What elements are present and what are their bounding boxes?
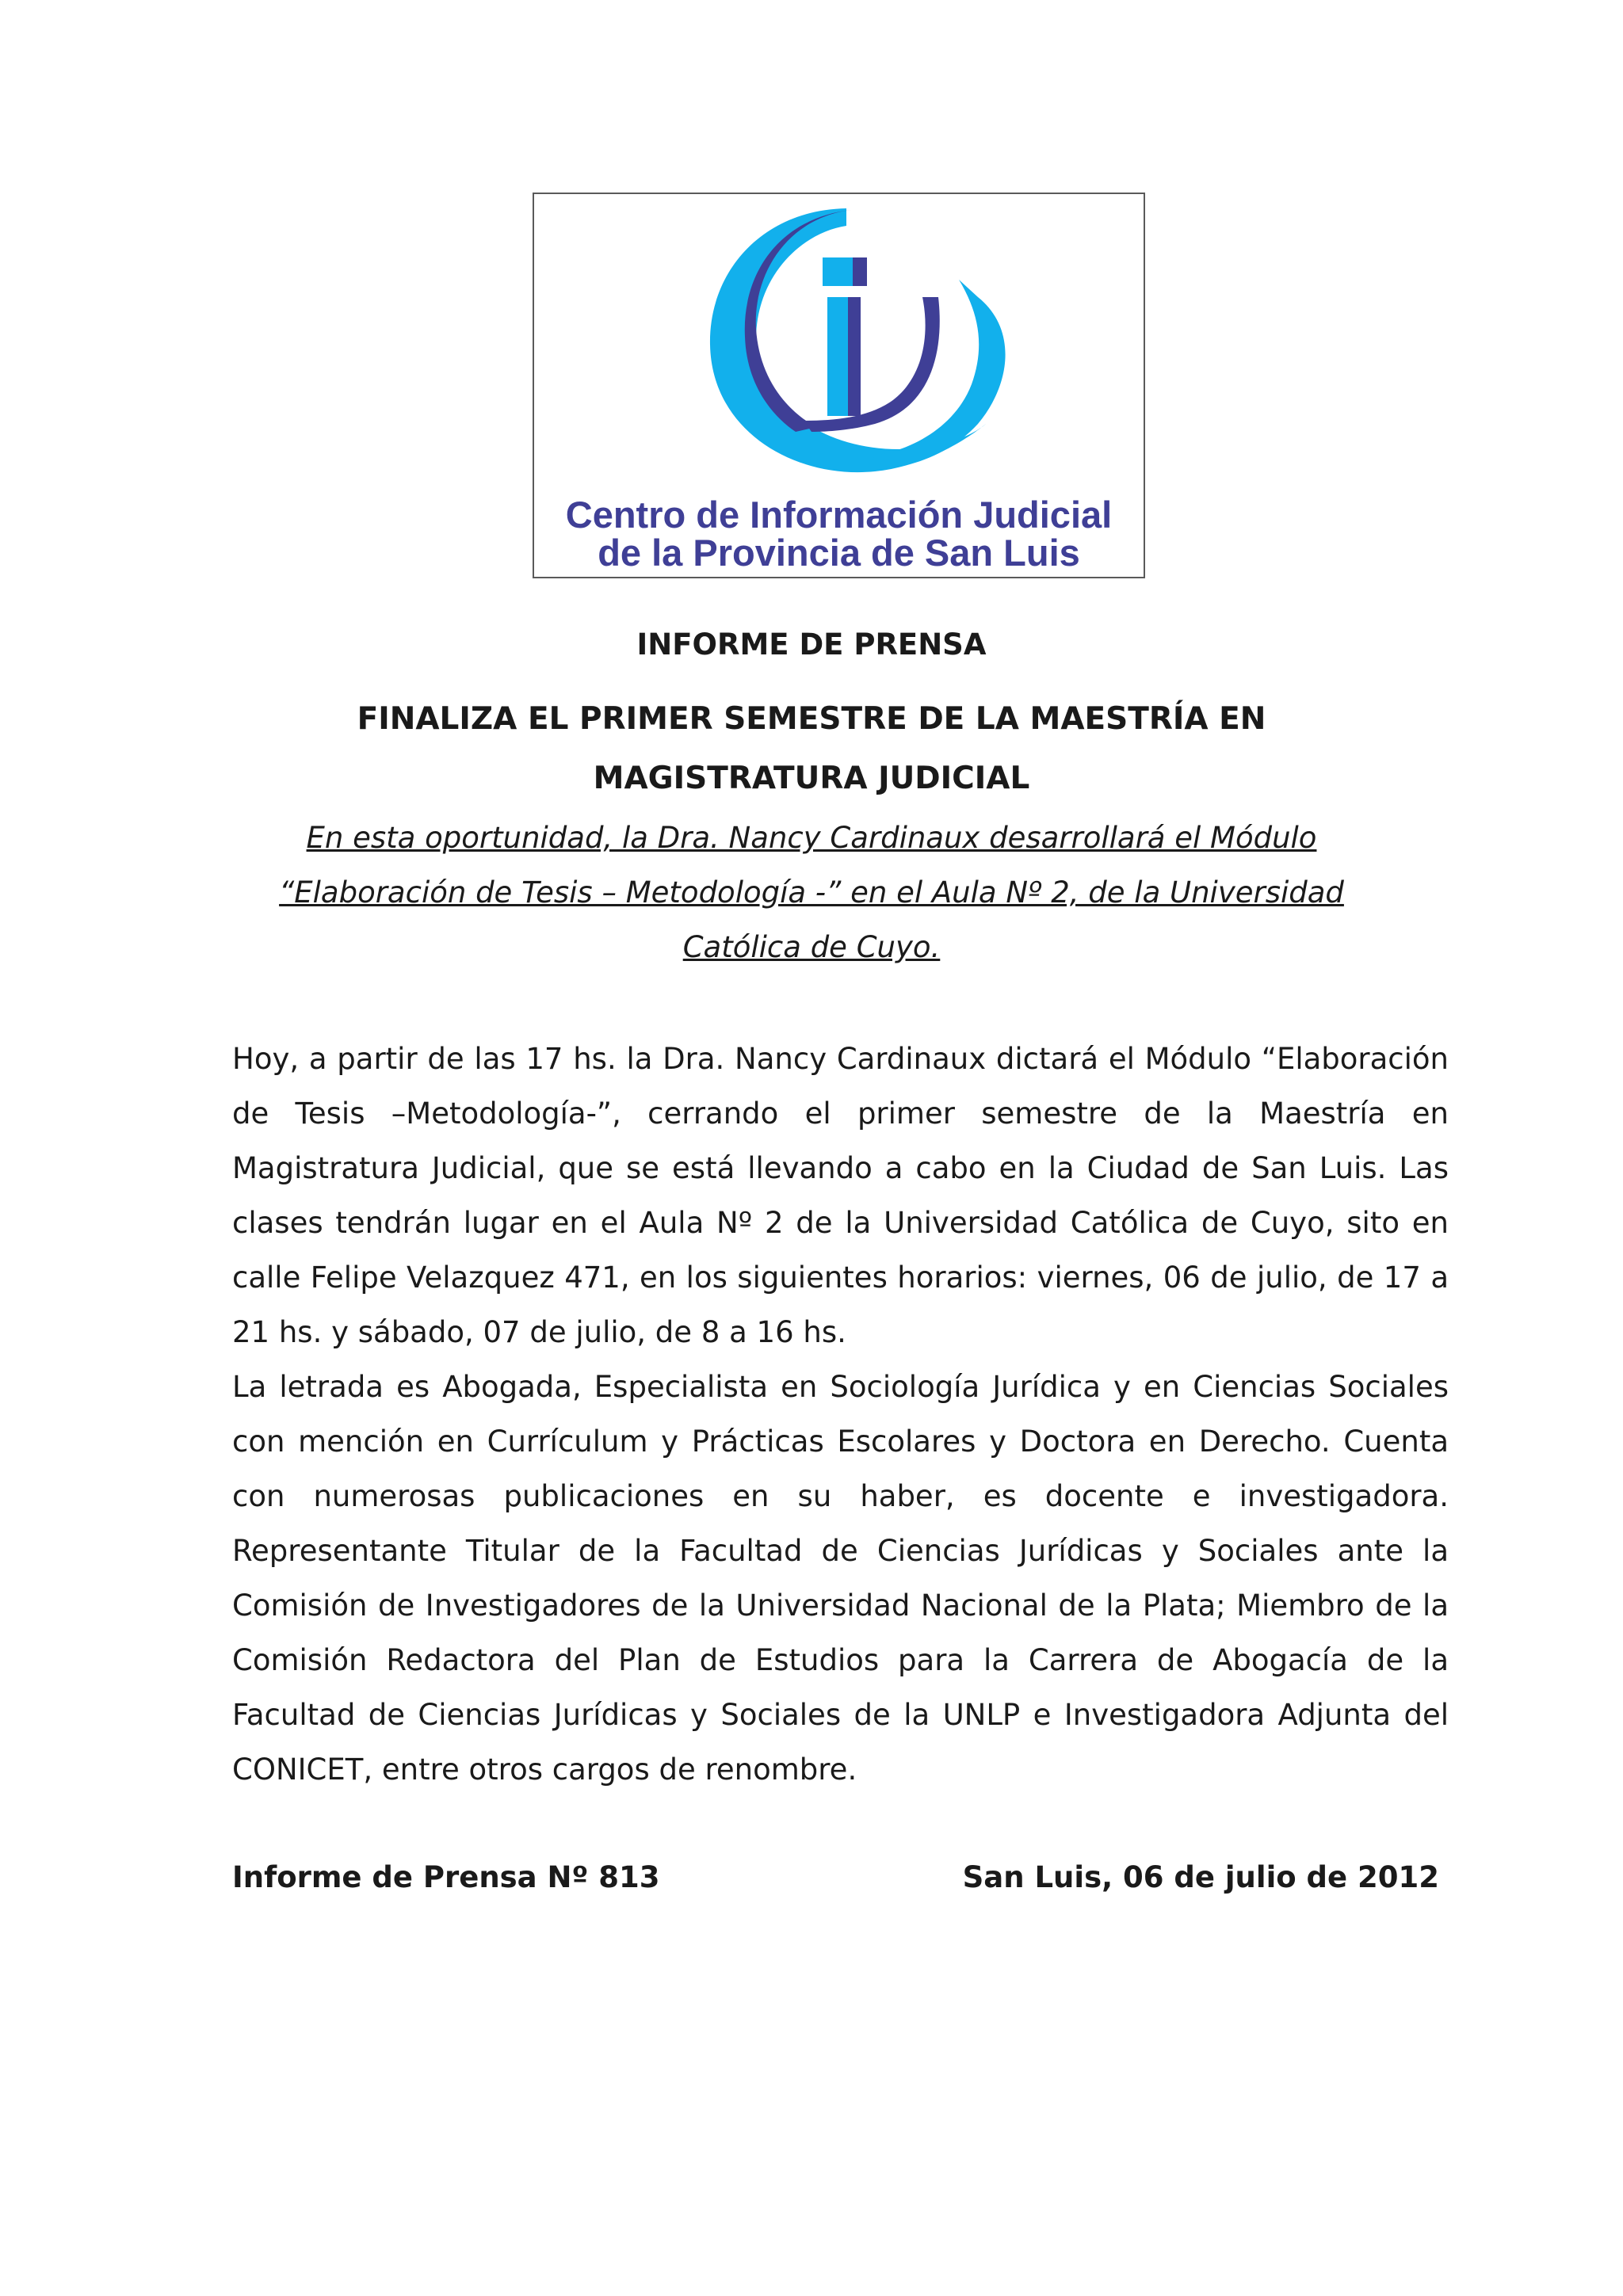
- logo-u-shape: [804, 297, 940, 432]
- subheadline-line3: Católica de Cuyo.: [682, 930, 941, 964]
- logo-name-line2: de la Provincia de San Luis: [598, 532, 1080, 574]
- body-paragraph-1: Hoy, a partir de las 17 hs. la Dra. Nancy Cardinaux dictará el Módulo “Elaboración de Tesis –Metodología-”, cerrando el primer semestre de la Maestría en Magistratura Judicial, que se está llevando a cabo en la Ciudad de San Luis. Las clases tendrán lugar en el Aula Nº 2 de la Universidad Católica de Cuyo, sito en calle Felipe Velazquez 471, en los siguientes horarios: viernes, 06 de julio, de 17 a 21 hs. y sábado, 07 de julio, de 8 a 16 hs.: [232, 1042, 1449, 1349]
- subheadline-line2: “Elaboración de Tesis – Metodología -” en el Aula Nº 2, de la Universidad: [279, 875, 1344, 910]
- report-label: INFORME DE PRENSA: [636, 627, 987, 662]
- logo-i-stem-shade: [848, 297, 861, 416]
- logo-box: [533, 193, 1145, 578]
- headline-line1: FINALIZA EL PRIMER SEMESTRE DE LA MAESTRÍA EN: [357, 701, 1266, 737]
- subheadline-line1: En esta oportunidad, la Dra. Nancy Cardinaux desarrollará el Módulo: [306, 821, 1317, 855]
- report-number: Informe de Prensa Nº 813: [232, 1860, 660, 1894]
- logo-i-dot-shade: [853, 257, 867, 286]
- place-date: San Luis, 06 de julio de 2012: [962, 1860, 1439, 1894]
- headline-line2: MAGISTRATURA JUDICIAL: [593, 761, 1030, 796]
- cij-logo-icon: [534, 194, 1144, 495]
- logo-name-line1: Centro de Información Judicial: [565, 494, 1113, 536]
- body-paragraph-2: La letrada es Abogada, Especialista en Sociología Jurídica y en Ciencias Sociales con mención en Currículum y Prácticas Escolares y Doctora en Derecho. Cuenta con numerosas publicaciones en su haber, es docente e investigadora. Representante Titular de la Facultad de Ciencias Jurídicas y Sociales ante la Comisión de Investigadores de la Universidad Nacional de la Plata; Miembro de la Comisión Redactora del Plan de Estudios para la Carrera de Abogacía de la Facultad de Ciencias Jurídicas y Sociales de la UNLP e Investigadora Adjunta del CONICET, entre otros cargos de renombre.: [232, 1370, 1449, 1787]
